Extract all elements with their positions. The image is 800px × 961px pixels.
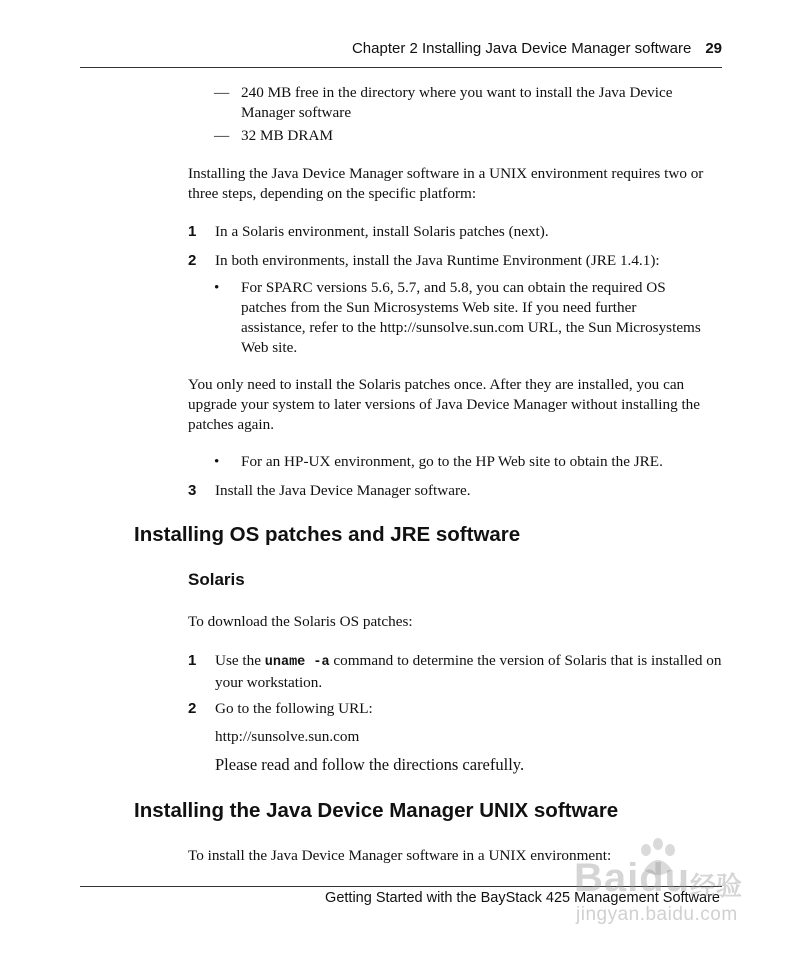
- bullet-marker: •: [214, 453, 220, 470]
- bullet-item-sparc: [214, 278, 704, 358]
- patches-once-paragraph: You only need to install the Solaris patches once. After they are installed, you can upgrade your system to later versions of Java Device Manager without installing the patches again.: [188, 376, 701, 433]
- header-rule: [80, 67, 722, 68]
- watermark-url: jingyan.baidu.com: [576, 904, 738, 925]
- step-number: 2: [188, 252, 197, 269]
- bullet-text: For SPARC versions 5.6, 5.7, and 5.8, you can obtain the required OS patches from the Sun Microsystems Web site. If you need further assistance, refer to the http://sunsolve.sun.com URL, the Sun Microsystems Web site.: [241, 279, 701, 356]
- requirement-text: 240 MB free in the directory where you want to install the Java Device Manager software: [241, 84, 673, 121]
- step-item: [188, 699, 728, 719]
- dash-marker: —: [214, 127, 230, 144]
- step-text: Install the Java Device Manager software.: [215, 482, 471, 499]
- intro-paragraph: Installing the Java Device Manager software in a UNIX environment requires two or three steps, depending on the specific platform:: [188, 165, 704, 202]
- step-item: [188, 251, 728, 271]
- requirement-text: 32 MB DRAM: [241, 127, 333, 144]
- step-number: 1: [188, 223, 197, 240]
- sunsolve-url: http://sunsolve.sun.com: [215, 728, 360, 745]
- step-text: In both environments, install the Java Runtime Environment (JRE 1.4.1):: [215, 252, 660, 269]
- solaris-intro: To download the Solaris OS patches:: [188, 613, 413, 630]
- page-footer: Getting Started with the BayStack 425 Management Software: [325, 890, 720, 906]
- section-heading-unix: Installing the Java Device Manager UNIX software: [134, 799, 619, 822]
- step-text: In a Solaris environment, install Solaris patches (next).: [215, 223, 549, 240]
- step-item: [188, 481, 728, 501]
- step-text-post: command to determine the version of Solaris that is installed on your workstation.: [215, 652, 722, 691]
- step-number: 3: [188, 482, 197, 499]
- page-header: [352, 40, 722, 57]
- step-item: [188, 651, 728, 693]
- requirement-item: [214, 83, 724, 123]
- directions-note: Please read and follow the directions carefully.: [215, 755, 525, 774]
- bullet-marker: •: [214, 279, 220, 296]
- step-text: Go to the following URL:: [215, 700, 373, 717]
- watermark-brand: Baidu: [574, 856, 691, 900]
- step-number: 1: [188, 652, 197, 669]
- page-number: 29: [705, 40, 722, 57]
- step-number: 2: [188, 700, 197, 717]
- uname-command: uname -a: [264, 655, 330, 670]
- watermark-brand-cn: 经验: [690, 871, 743, 901]
- dash-marker: —: [214, 84, 230, 101]
- bullet-text: For an HP-UX environment, go to the HP Web site to obtain the JRE.: [241, 453, 663, 470]
- bullet-item-hpux: [214, 452, 704, 472]
- step-item: [188, 222, 728, 242]
- unix-intro: To install the Java Device Manager software in a UNIX environment:: [188, 847, 612, 864]
- requirement-item: [214, 126, 724, 146]
- section-heading-os-patches: Installing OS patches and JRE software: [134, 523, 521, 546]
- step-text-pre: Use the: [215, 652, 261, 669]
- chapter-title: Chapter 2 Installing Java Device Manager software: [351, 40, 692, 57]
- step-text: [215, 651, 728, 693]
- subheading-solaris: Solaris: [188, 570, 245, 589]
- baidu-watermark: [572, 838, 782, 934]
